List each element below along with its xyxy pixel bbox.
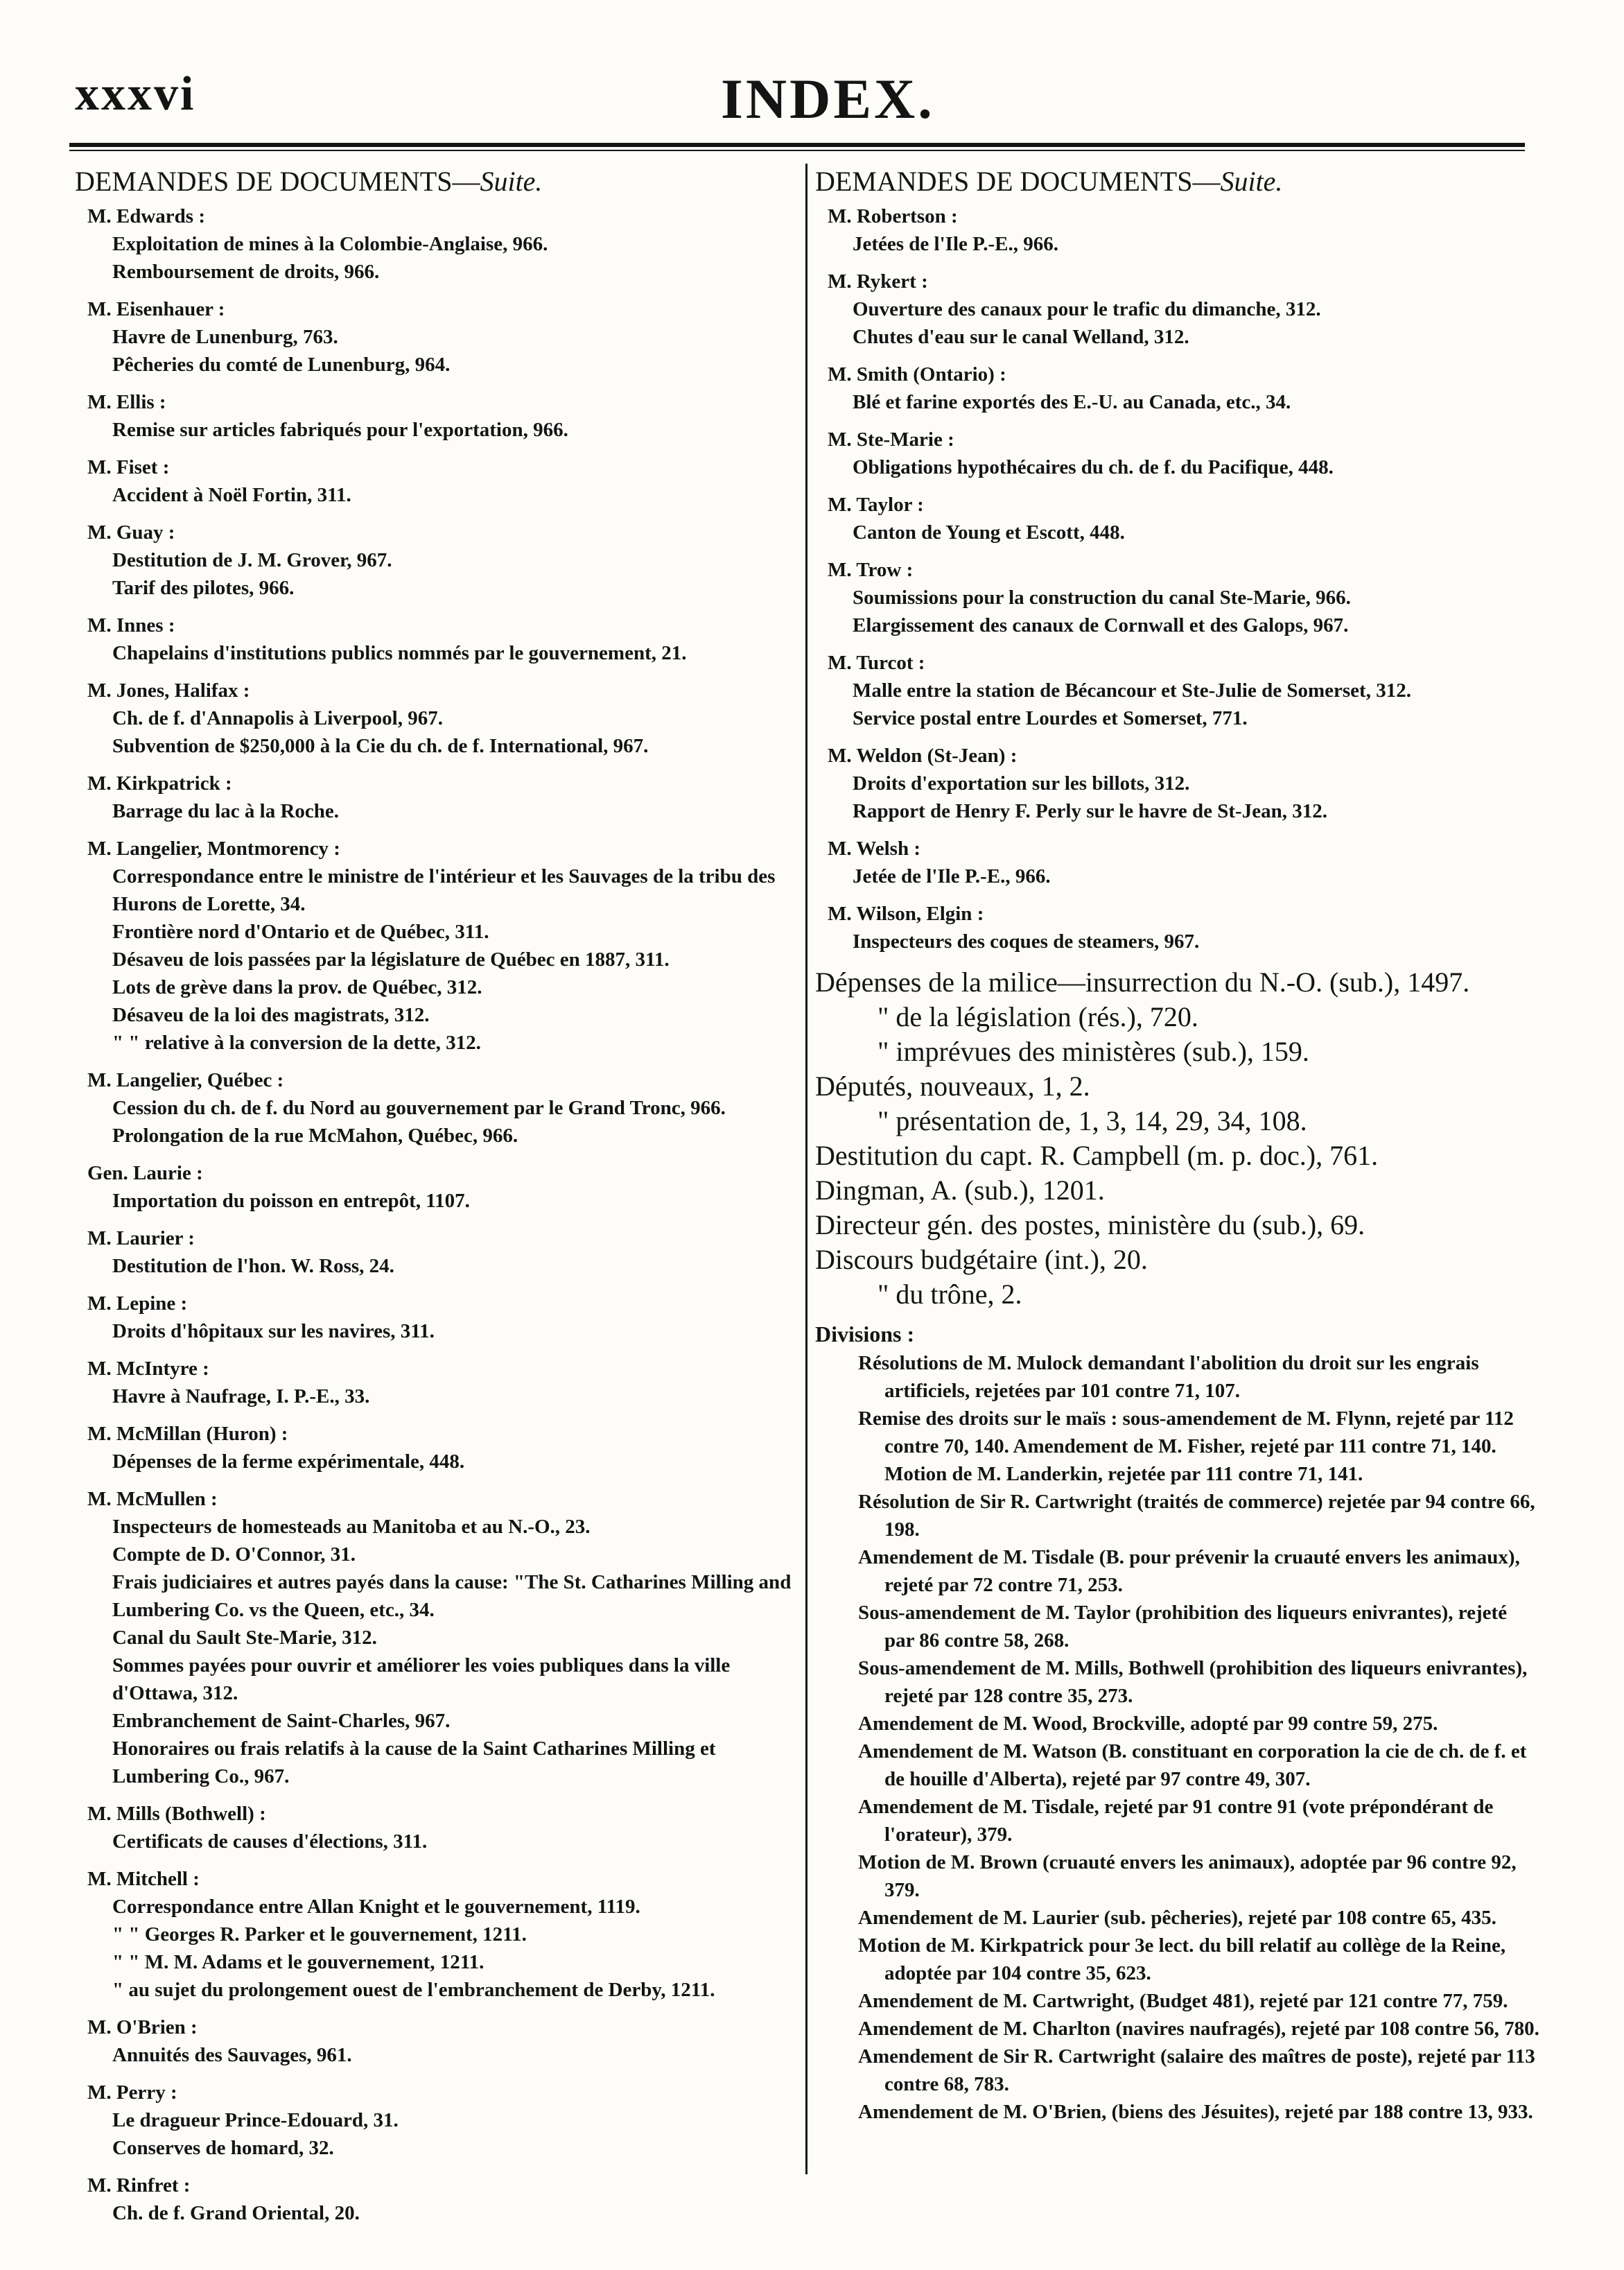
index-item: Accident à Noël Fortin, 311. bbox=[112, 484, 351, 506]
division-item: Amendement de Sir R. Cartwright (salaire des maîtres de poste), rejeté par 113 contre 68, 783. bbox=[858, 2045, 1535, 2095]
index-group bbox=[75, 1224, 801, 1280]
index-item: Conserves de homard, 32. bbox=[112, 2137, 334, 2159]
right-column bbox=[815, 165, 1542, 2126]
index-entry: Directeur gén. des postes, ministère du (sub.), 69. bbox=[815, 1209, 1365, 1240]
index-item: Inspecteurs des coques de steamers, 967. bbox=[853, 930, 1200, 953]
entry-list bbox=[75, 202, 801, 2227]
member-name: M. Innes : bbox=[87, 614, 175, 636]
index-item: Droits d'exportation sur les billots, 312. bbox=[853, 772, 1190, 795]
division-item: Motion de M. Kirkpatrick pour 3e lect. du bill relatif au collège de la Reine, adoptée par 104 contre 35, 623. bbox=[858, 1934, 1506, 1984]
index-item: Ouverture des canaux pour le trafic du dimanche, 312. bbox=[853, 298, 1321, 320]
index-item: Correspondance entre le ministre de l'intérieur et les Sauvages de la tribu des Hurons de Lorette, 34. bbox=[112, 865, 776, 915]
division-item: Résolutions de M. Mulock demandant l'abolition du droit sur les engrais artificiels, rejetées par 101 contre 71, 107. bbox=[858, 1352, 1479, 1402]
index-entry: Dépenses de la milice—insurrection du N.-O. (sub.), 1497. bbox=[815, 967, 1470, 998]
header-rule-thin bbox=[69, 150, 1525, 151]
member-name: M. Jones, Halifax : bbox=[87, 679, 250, 702]
member-name: M. Kirkpatrick : bbox=[87, 772, 232, 795]
index-item: Canton de Young et Escott, 448. bbox=[853, 521, 1125, 544]
index-item: Exploitation de mines à la Colombie-Anglaise, 966. bbox=[112, 233, 548, 255]
index-item: Compte de D. O'Connor, 31. bbox=[112, 1543, 356, 1566]
index-entry: " imprévues des ministères (sub.), 159. bbox=[878, 1036, 1309, 1067]
index-item: Remise sur articles fabriqués pour l'exportation, 966. bbox=[112, 419, 568, 441]
index-group bbox=[75, 388, 801, 444]
index-item: Annuités des Sauvages, 961. bbox=[112, 2044, 352, 2066]
index-group bbox=[75, 2013, 801, 2069]
page-number: xxxvi bbox=[75, 67, 196, 121]
division-item: Amendement de M. Cartwright, (Budget 481), rejeté par 121 contre 77, 759. bbox=[858, 1990, 1508, 2012]
index-item: Tarif des pilotes, 966. bbox=[112, 577, 295, 599]
index-entry: Destitution du capt. R. Campbell (m. p. doc.), 761. bbox=[815, 1140, 1379, 1171]
index-item: Frontière nord d'Ontario et de Québec, 311. bbox=[112, 921, 489, 943]
index-item: Havre de Lunenburg, 763. bbox=[112, 326, 338, 348]
index-group bbox=[815, 835, 1542, 890]
division-item: Amendement de M. Wood, Brockville, adopté par 99 contre 59, 275. bbox=[858, 1713, 1438, 1735]
index-item: " " M. M. Adams et le gouvernement, 1211. bbox=[112, 1951, 484, 1973]
index-item: Rapport de Henry F. Perly sur le havre de St-Jean, 312. bbox=[853, 800, 1327, 822]
index-item: Jetée de l'Ile P.-E., 966. bbox=[853, 865, 1051, 887]
index-group bbox=[75, 1290, 801, 1345]
member-name: M. McMullen : bbox=[87, 1488, 218, 1510]
division-item: Amendement de M. Laurier (sub. pêcheries), rejeté par 108 contre 65, 435. bbox=[858, 1907, 1496, 1929]
member-name: M. O'Brien : bbox=[87, 2016, 198, 2038]
member-name: M. Smith (Ontario) : bbox=[828, 363, 1006, 385]
entry-list bbox=[815, 202, 1542, 955]
section-heading: DEMANDES DE DOCUMENTS—Suite. bbox=[75, 166, 543, 197]
index-group bbox=[75, 1420, 801, 1475]
member-name: M. Rinfret : bbox=[87, 2174, 191, 2197]
member-name: M. Guay : bbox=[87, 521, 175, 544]
index-entry: " du trône, 2. bbox=[878, 1279, 1022, 1310]
index-entry: " de la législation (rés.), 720. bbox=[878, 1001, 1198, 1032]
index-group bbox=[815, 900, 1542, 955]
index-item: Chapelains d'institutions publics nommés par le gouvernement, 21. bbox=[112, 642, 687, 664]
division-item: Amendement de M. Tisdale, rejeté par 91 contre 91 (vote prépondérant de l'orateur), 379. bbox=[858, 1796, 1494, 1846]
index-item: Frais judiciaires et autres payés dans la cause: "The St. Catharines Milling and Lumbering Co. vs the Queen, etc., 34. bbox=[112, 1571, 792, 1621]
index-item: Droits d'hôpitaux sur les navires, 311. bbox=[112, 1320, 435, 1342]
division-item: Motion de M. Brown (cruauté envers les animaux), adoptée par 96 contre 92, 379. bbox=[858, 1851, 1517, 1901]
index-group bbox=[75, 1066, 801, 1150]
index-item: Malle entre la station de Bécancour et Ste-Julie de Somerset, 312. bbox=[853, 679, 1411, 702]
member-name: M. Lepine : bbox=[87, 1292, 188, 1315]
member-name: M. Welsh : bbox=[828, 838, 920, 860]
index-group bbox=[75, 2079, 801, 2162]
page-header bbox=[0, 0, 1624, 139]
index-item: " " Georges R. Parker et le gouvernement, 1211. bbox=[112, 1923, 527, 1946]
index-group bbox=[75, 1485, 801, 1790]
index-item: Embranchement de Saint-Charles, 967. bbox=[112, 1710, 451, 1732]
division-item: Amendement de M. O'Brien, (biens des Jésuites), rejeté par 188 contre 13, 933. bbox=[858, 2101, 1533, 2123]
index-item: Lots de grève dans la prov. de Québec, 312. bbox=[112, 976, 482, 998]
index-entry: Députés, nouveaux, 1, 2. bbox=[815, 1071, 1090, 1102]
index-group bbox=[815, 202, 1542, 258]
index-group bbox=[815, 268, 1542, 351]
division-item: Sous-amendement de M. Taylor (prohibition des liqueurs enivrantes), rejeté par 86 contre 58, 268. bbox=[858, 1602, 1508, 1652]
index-item: Obligations hypothécaires du ch. de f. du Pacifique, 448. bbox=[853, 456, 1334, 478]
index-item: Dépenses de la ferme expérimentale, 448. bbox=[112, 1450, 465, 1473]
index-item: Désaveu de lois passées par la législature de Québec en 1887, 311. bbox=[112, 948, 670, 971]
member-name: Gen. Laurie : bbox=[87, 1162, 203, 1184]
index-item: Pêcheries du comté de Lunenburg, 964. bbox=[112, 354, 451, 376]
index-item: Honoraires ou frais relatifs à la cause de la Saint Catharines Milling et Lumbering Co., 967. bbox=[112, 1738, 716, 1787]
index-group bbox=[75, 295, 801, 379]
member-name: M. Mitchell : bbox=[87, 1868, 200, 1890]
division-item: Amendement de M. Watson (B. constituant en corporation la cie de ch. de f. et de houille d'Alberta), rejeté par 97 contre 49, 307. bbox=[858, 1740, 1527, 1790]
index-item: Chutes d'eau sur le canal Welland, 312. bbox=[853, 326, 1189, 348]
index-item: " " relative à la conversion de la dette, 312. bbox=[112, 1032, 481, 1054]
division-item: Sous-amendement de M. Mills, Bothwell (prohibition des liqueurs enivrantes), rejeté par 128 contre 35, 273. bbox=[858, 1657, 1528, 1707]
index-item: Jetées de l'Ile P.-E., 966. bbox=[853, 233, 1058, 255]
index-group bbox=[815, 742, 1542, 825]
member-name: M. Edwards : bbox=[87, 205, 205, 227]
index-item: Le dragueur Prince-Edouard, 31. bbox=[112, 2109, 399, 2131]
index-group bbox=[815, 426, 1542, 481]
index-group bbox=[815, 649, 1542, 732]
index-item: Remboursement de droits, 966. bbox=[112, 261, 380, 283]
index-item: Certificats de causes d'élections, 311. bbox=[112, 1830, 428, 1853]
member-name: M. Rykert : bbox=[828, 270, 928, 293]
index-item: Importation du poisson en entrepôt, 1107. bbox=[112, 1190, 470, 1212]
member-name: M. Weldon (St-Jean) : bbox=[828, 745, 1018, 767]
index-item: Destitution de l'hon. W. Ross, 24. bbox=[112, 1255, 394, 1277]
index-group bbox=[815, 491, 1542, 546]
index-group bbox=[75, 1355, 801, 1410]
index-group bbox=[815, 361, 1542, 416]
index-group bbox=[75, 202, 801, 286]
index-group bbox=[75, 519, 801, 602]
division-item: Résolution de Sir R. Cartwright (traités de commerce) rejetée par 94 contre 66, 198. bbox=[858, 1491, 1535, 1541]
index-item: Destitution de J. M. Grover, 967. bbox=[112, 549, 392, 571]
member-name: M. Langelier, Québec : bbox=[87, 1069, 284, 1091]
section-heading: DEMANDES DE DOCUMENTS—Suite. bbox=[815, 166, 1283, 197]
member-name: M. McIntyre : bbox=[87, 1358, 209, 1380]
index-group bbox=[75, 2172, 801, 2227]
member-name: M. Wilson, Elgin : bbox=[828, 903, 984, 925]
index-entries bbox=[815, 965, 1542, 1312]
index-item: Ch. de f. Grand Oriental, 20. bbox=[112, 2202, 360, 2224]
index-group bbox=[75, 1865, 801, 2004]
column-divider bbox=[805, 164, 807, 2174]
member-name: M. Turcot : bbox=[828, 652, 925, 674]
index-group bbox=[75, 1159, 801, 1215]
page-title: INDEX. bbox=[721, 67, 935, 130]
index-group bbox=[75, 453, 801, 509]
member-name: M. Robertson : bbox=[828, 205, 958, 227]
division-item: Amendement de M. Tisdale (B. pour prévenir la cruauté envers les animaux), rejeté par 72 contre 71, 253. bbox=[858, 1546, 1520, 1596]
division-item: Remise des droits sur le maïs : sous-amendement de M. Flynn, rejeté par 112 contre 70, 140. Amendement de M. Fisher, rejeté par 111 contre 71, 140. Motion de M. Landerkin, rejetée par 111 contre 71, 141. bbox=[858, 1407, 1514, 1485]
divisions-list bbox=[815, 1349, 1542, 2126]
index-item: Prolongation de la rue McMahon, Québec, 966. bbox=[112, 1125, 518, 1147]
index-item: " au sujet du prolongement ouest de l'embranchement de Derby, 1211. bbox=[112, 1979, 715, 2001]
index-item: Sommes payées pour ouvrir et améliorer les voies publiques dans la ville d'Ottawa, 312. bbox=[112, 1654, 731, 1704]
member-name: M. Trow : bbox=[828, 559, 914, 581]
header-rule bbox=[69, 143, 1525, 147]
index-item: Ch. de f. d'Annapolis à Liverpool, 967. bbox=[112, 707, 443, 729]
index-item: Canal du Sault Ste-Marie, 312. bbox=[112, 1627, 377, 1649]
index-group bbox=[75, 1800, 801, 1855]
index-group bbox=[75, 835, 801, 1057]
member-name: M. Perry : bbox=[87, 2081, 177, 2104]
index-entry: " présentation de, 1, 3, 14, 29, 34, 108. bbox=[878, 1105, 1307, 1136]
index-item: Havre à Naufrage, I. P.-E., 33. bbox=[112, 1385, 370, 1407]
index-item: Service postal entre Lourdes et Somerset, 771. bbox=[853, 707, 1248, 729]
member-name: M. Laurier : bbox=[87, 1227, 195, 1249]
index-item: Soumissions pour la construction du canal Ste-Marie, 966. bbox=[853, 587, 1351, 609]
index-entry: Dingman, A. (sub.), 1201. bbox=[815, 1175, 1105, 1206]
divisions-heading: Divisions : bbox=[815, 1322, 915, 1346]
member-name: M. Ste-Marie : bbox=[828, 428, 954, 451]
division-item: Amendement de M. Charlton (navires naufragés), rejeté par 108 contre 56, 780. bbox=[858, 2018, 1539, 2040]
left-column bbox=[75, 165, 801, 2237]
member-name: M. Mills (Bothwell) : bbox=[87, 1803, 266, 1825]
index-item: Elargissement des canaux de Cornwall et des Galops, 967. bbox=[853, 614, 1349, 636]
member-name: M. Fiset : bbox=[87, 456, 170, 478]
member-name: M. McMillan (Huron) : bbox=[87, 1423, 288, 1445]
index-item: Inspecteurs de homesteads au Manitoba et au N.-O., 23. bbox=[112, 1516, 591, 1538]
member-name: M. Eisenhauer : bbox=[87, 298, 225, 320]
index-item: Désaveu de la loi des magistrats, 312. bbox=[112, 1004, 430, 1026]
index-group bbox=[75, 770, 801, 825]
member-name: M. Taylor : bbox=[828, 494, 924, 516]
index-group bbox=[815, 556, 1542, 639]
index-entry: Discours budgétaire (int.), 20. bbox=[815, 1244, 1148, 1275]
member-name: M. Langelier, Montmorency : bbox=[87, 838, 340, 860]
index-item: Barrage du lac à la Roche. bbox=[112, 800, 340, 822]
index-group bbox=[75, 612, 801, 667]
member-name: M. Ellis : bbox=[87, 391, 166, 413]
index-item: Blé et farine exportés des E.-U. au Canada, etc., 34. bbox=[853, 391, 1291, 413]
index-group bbox=[75, 677, 801, 760]
index-item: Subvention de $250,000 à la Cie du ch. de f. International, 967. bbox=[112, 735, 649, 757]
index-item: Correspondance entre Allan Knight et le gouvernement, 1119. bbox=[112, 1896, 640, 1918]
index-item: Cession du ch. de f. du Nord au gouvernement par le Grand Tronc, 966. bbox=[112, 1097, 726, 1119]
